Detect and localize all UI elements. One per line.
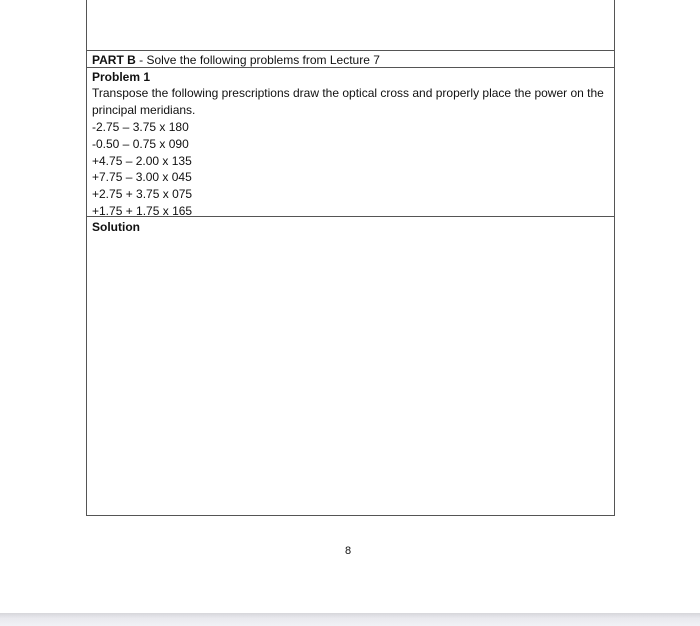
page-bottom-edge bbox=[0, 613, 700, 626]
prescription-item: -0.50 – 0.75 x 090 bbox=[92, 136, 189, 151]
part-title: - Solve the following problems from Lecture 7 bbox=[135, 53, 380, 67]
problem-row bbox=[87, 67, 614, 217]
part-header-row bbox=[87, 50, 614, 67]
problem-title: Problem 1 bbox=[92, 70, 151, 84]
solution-title: Solution bbox=[92, 220, 140, 234]
page-number: 8 bbox=[345, 545, 352, 557]
prescription-item: +4.75 – 2.00 x 135 bbox=[92, 153, 192, 168]
prescription-item: +2.75 + 3.75 x 075 bbox=[92, 187, 193, 202]
prescription-item: -2.75 – 3.75 x 180 bbox=[92, 120, 189, 134]
prescription-item: +7.75 – 3.00 x 045 bbox=[92, 170, 192, 185]
problem-instructions: Transpose the following prescriptions draw the optical cross and properly place the power on the principal meridians. bbox=[92, 86, 604, 117]
part-label: PART B bbox=[92, 53, 136, 67]
solution-row bbox=[87, 216, 614, 515]
problem-table bbox=[86, 0, 615, 516]
prescription-list bbox=[92, 119, 192, 220]
prescription-item: +1.75 + 1.75 x 165 bbox=[92, 203, 193, 218]
